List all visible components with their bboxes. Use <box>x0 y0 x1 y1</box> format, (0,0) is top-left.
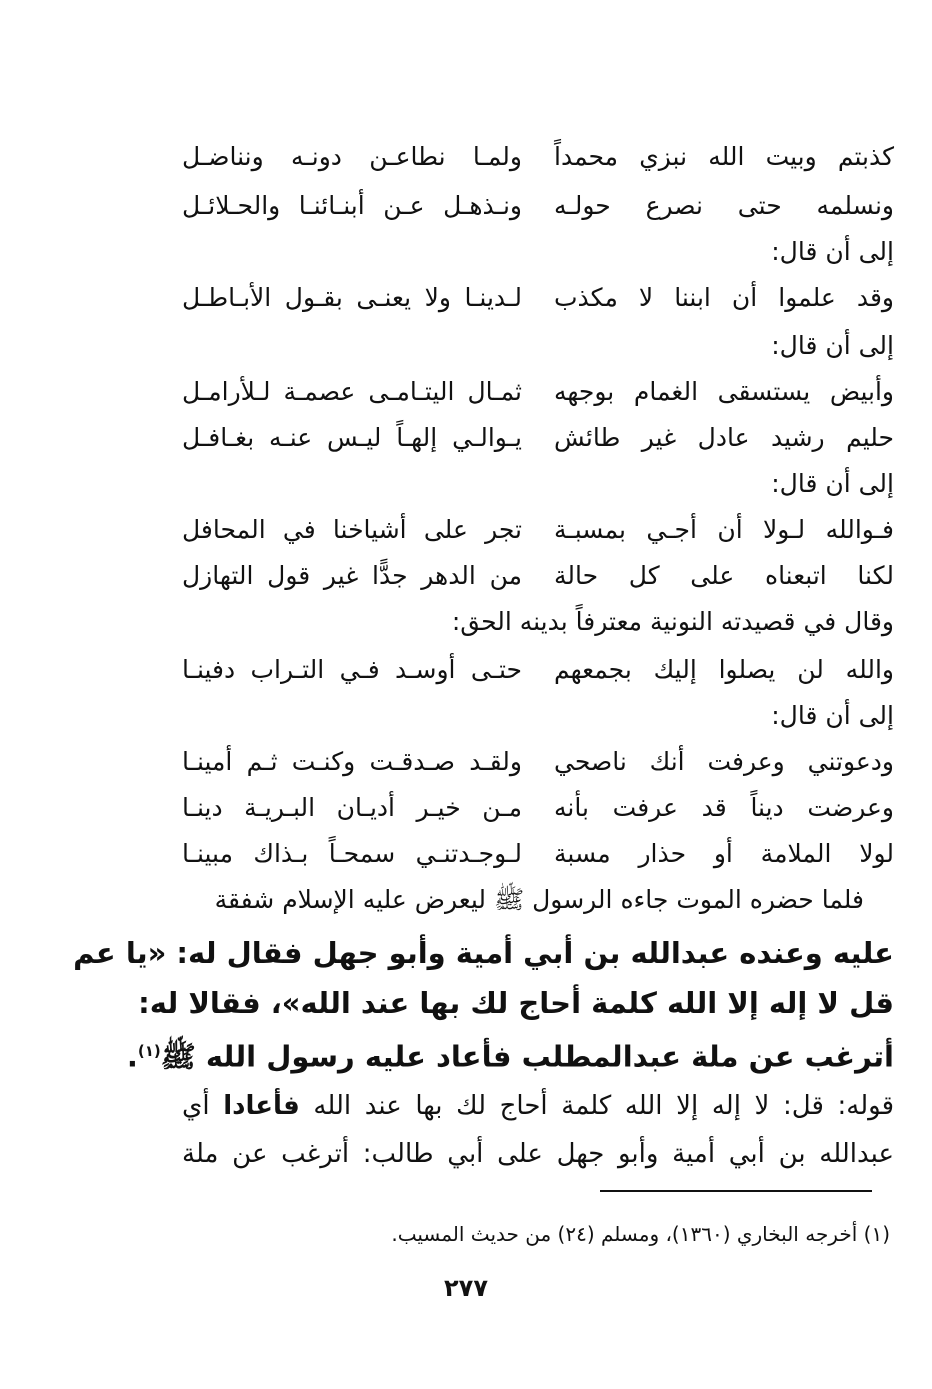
verse-line <box>182 510 894 550</box>
verse-line <box>182 650 894 690</box>
transition-label: إلى أن قال: <box>771 469 894 498</box>
commentary-line <box>182 1086 894 1126</box>
transition-label: إلى أن قال: <box>771 237 894 266</box>
prose-line: وقال في قصيدته النونية معترفاً بدينه الحق: <box>451 607 894 636</box>
verse-second-hemistich: لـدينـا ولا يعنـى بقـول الأبـاطـل <box>182 283 522 312</box>
footnote-marker: (١) <box>137 1042 161 1060</box>
prose-text: فلما حضره الموت جاءه الرسول ﷺ ليعرض عليه الإسلام شفقة <box>214 885 864 914</box>
verse-line <box>182 834 894 874</box>
verse-second-hemistich: ولقـد صـدقـت وكنـت ثـم أمينـا <box>182 747 522 776</box>
verse-second-hemistich: لـوجـدتنـي سمحـاً بـذاك مبينـا <box>182 839 522 868</box>
footnote-divider <box>600 1190 872 1192</box>
hadith-end-mark: . <box>126 1039 138 1074</box>
hadith-line: قل لا إله إلا الله كلمة أحاج لك بها عند الله»، فقالا له: <box>138 986 894 1020</box>
verse-first-hemistich: وأبيض يستسقى الغمام بوجهه <box>554 377 894 406</box>
verse-line <box>182 556 894 596</box>
footnote: (١) أخرجه البخاري (١٣٦٠)، ومسلم (٢٤) من حديث المسيب. <box>391 1222 890 1246</box>
commentary-bold-term: فأعادا <box>223 1091 300 1121</box>
verse-second-hemistich: حتـى أوسـد فـي التـراب دفينـا <box>182 655 522 684</box>
commentary-text: قوله: قل: لا إله إلا الله كلمة أحاج لك بها عند الله <box>299 1091 895 1121</box>
verse-second-hemistich: مـن خيـر أديـان البـريـة دينـا <box>182 793 522 822</box>
verse-first-hemistich: ودعوتني وعرفت أنك ناصحي <box>554 747 894 776</box>
hadith-line <box>126 1028 894 1080</box>
verse-second-hemistich: ونـذهـل عـن أبنـائنـا والحـلائـل <box>182 191 522 220</box>
verse-first-hemistich: فـوالله لـولا أن أجـي بمسبـة <box>554 515 894 544</box>
hadith-text: أترغب عن ملة عبدالمطلب فأعاد عليه رسول الله ﷺ <box>160 1039 894 1074</box>
verse-line <box>182 278 894 318</box>
verse-second-hemistich: يـوالـي إلهـاً ليـس عنـه بغـافـل <box>182 423 522 452</box>
verse-first-hemistich: لولا الملامة أو حذار مسبة <box>554 839 894 868</box>
verse-second-hemistich: ولمـا نطاعـن دونـه ونناضـل <box>182 142 522 171</box>
commentary-line: عبدالله بن أبي أمية وأبو جهل على أبي طالب: أترغب عن ملة <box>182 1139 894 1169</box>
verse-first-hemistich: والله لن يصلوا إليك بجمعهم <box>554 655 894 684</box>
page-number: ٢٧٧ <box>444 1274 488 1302</box>
verse-line <box>182 137 894 177</box>
verse-line <box>182 742 894 782</box>
verse-second-hemistich: من الدهر جدًّا غير قول التهازل <box>182 561 522 590</box>
hadith-line: عليه وعنده عبدالله بن أبي أمية وأبو جهل فقال له: «يا عم <box>73 936 894 970</box>
verse-line <box>182 788 894 828</box>
verse-first-hemistich: ونسلمه حتى نصرع حولـه <box>554 191 894 220</box>
verse-first-hemistich: حليم رشيد عادل غير طائش <box>554 423 894 452</box>
commentary-text: أي <box>182 1091 224 1121</box>
verse-first-hemistich: كذبتم وبيت الله نبزي محمداً <box>554 142 894 171</box>
verse-first-hemistich: وعرضت ديناً قد عرفت بأنه <box>554 793 894 822</box>
verse-first-hemistich: لكنا اتبعناه على كل حالة <box>554 561 894 590</box>
transition-label: إلى أن قال: <box>771 331 894 360</box>
verse-second-hemistich: تجر على أشياخنا في المحافل <box>182 515 522 544</box>
verse-line <box>182 418 894 458</box>
verse-second-hemistich: ثمـال اليتـامـى عصمـة لـلأرامـل <box>182 377 522 406</box>
prose-line <box>182 880 864 920</box>
verse-line <box>182 372 894 412</box>
verse-first-hemistich: وقد علموا أن ابننا لا مكذب <box>554 283 894 312</box>
verse-line <box>182 186 894 226</box>
transition-label: إلى أن قال: <box>771 701 894 730</box>
